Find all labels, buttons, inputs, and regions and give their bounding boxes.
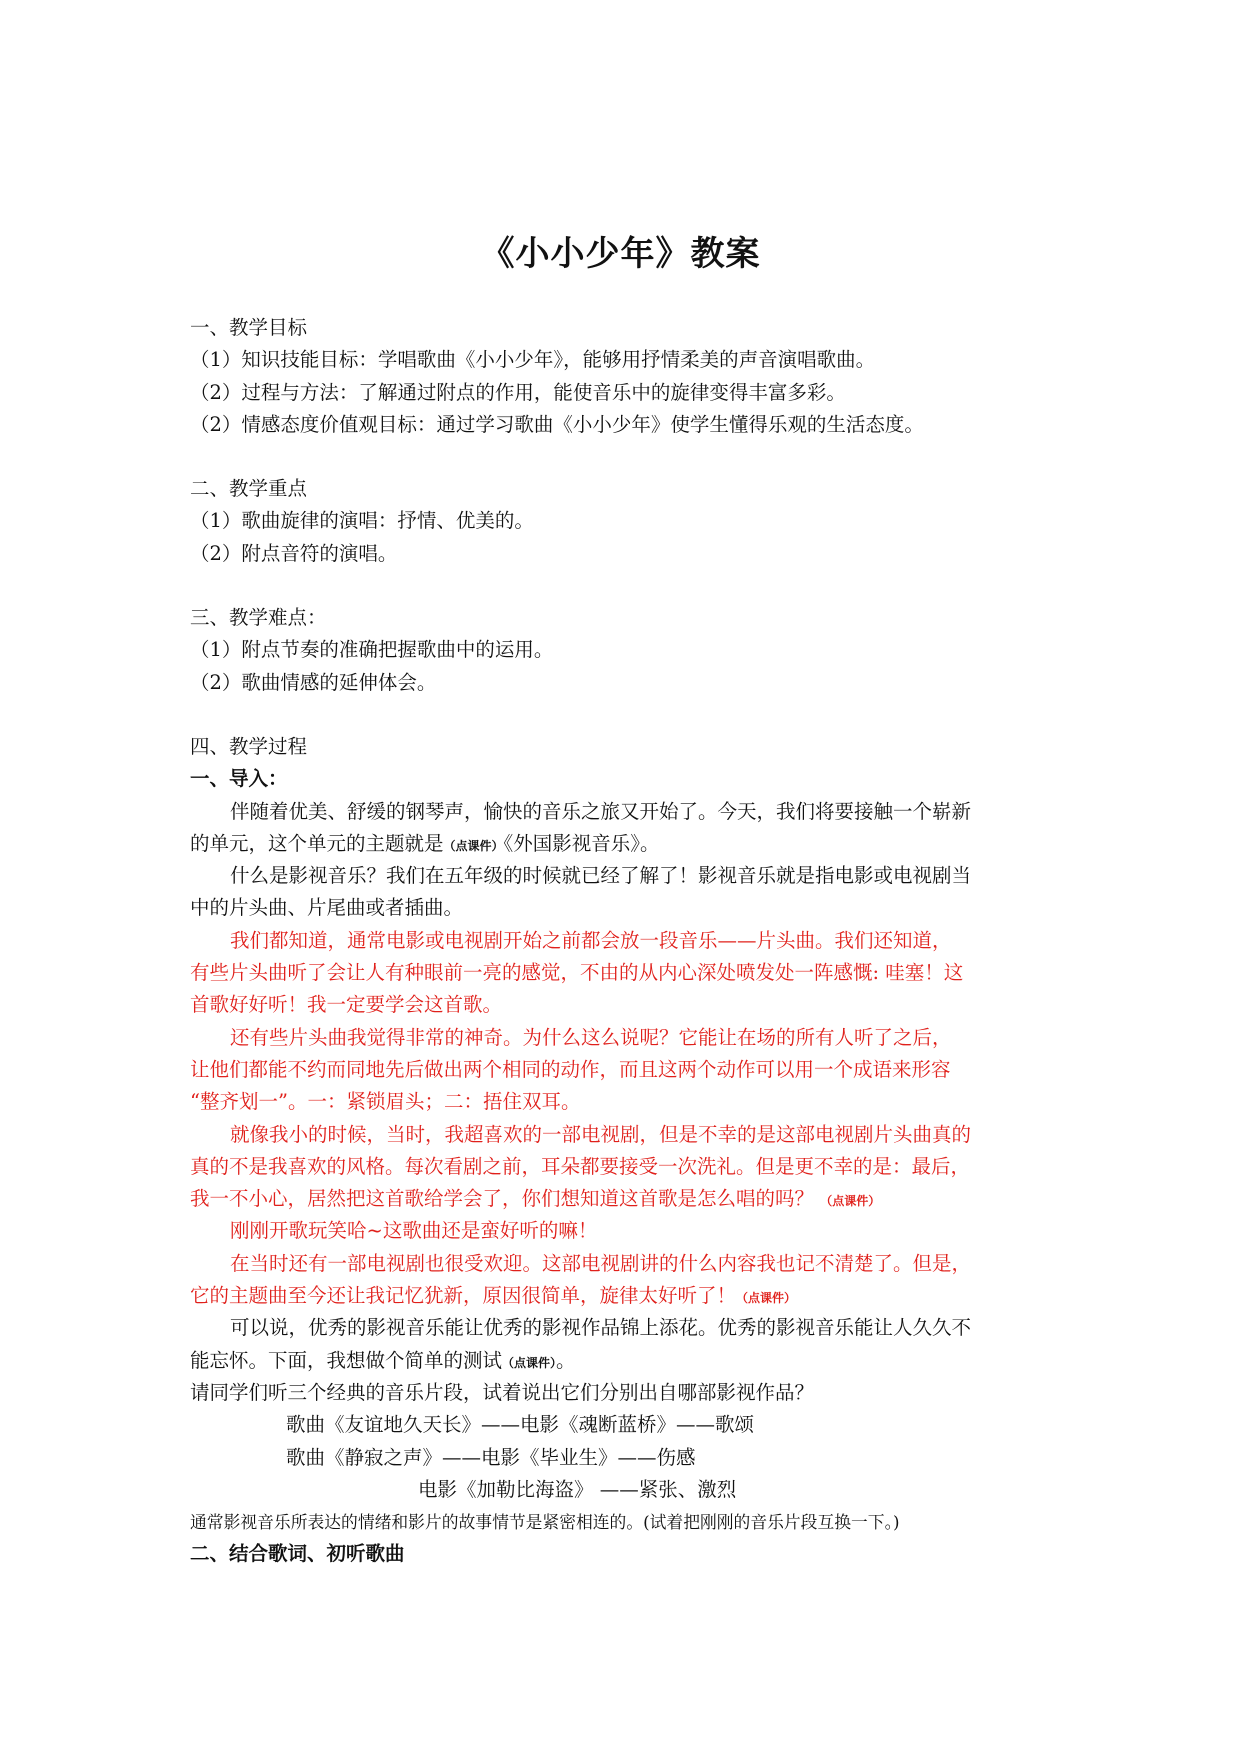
key-point-item: （2）附点音符的演唱。 (190, 541, 398, 565)
difficulty-item: （1）附点节奏的准确把握歌曲中的运用。 (190, 638, 554, 662)
red-paragraph-line: 我们都知道，通常电影或电视剧开始之前都会放一段音乐——片头曲。我们还知道， (230, 928, 952, 952)
subheading-listen: 二、结合歌词、初听歌曲 (190, 1542, 405, 1566)
section-heading-key-points: 二、教学重点 (190, 477, 308, 501)
quiz-item: 电影《加勒比海盗》 ——紧张、激烈 (418, 1477, 737, 1501)
courseware-note: （点课件） (502, 1355, 557, 1370)
document-title: 《小小少年》教案 (480, 234, 761, 274)
spacer (190, 441, 1070, 473)
red-paragraph-line: 真的不是我喜欢的风格。每次看剧之前，耳朵都要接受一次洗礼。但是更不幸的是：最后， (190, 1154, 971, 1178)
subheading-intro: 一、导入： (190, 767, 288, 791)
goal-item: （2）过程与方法：了解通过附点的作用，能使音乐中的旋律变得丰富多彩。 (190, 380, 846, 404)
red-paragraph-line: 它的主题曲至今还让我记忆犹新，原因很简单，旋律太好听了！（点课件） (190, 1284, 797, 1308)
spacer (190, 699, 1070, 731)
red-paragraph-line: 有些片头曲听了会让人有种眼前一亮的感觉，不由的从内心深处喷发处一阵感慨: 哇塞！这 (190, 961, 964, 985)
paragraph-line: 什么是影视音乐？我们在五年级的时候就已经了解了！影视音乐就是指电影或电视剧当 (230, 864, 972, 888)
key-point-item: （1）歌曲旋律的演唱：抒情、优美的。 (190, 509, 534, 533)
section-heading-difficulties: 三、教学难点： (190, 606, 327, 630)
quiz-item: 歌曲《静寂之声》——电影《毕业生》——伤感 (286, 1445, 696, 1469)
paragraph-line: 可以说，优秀的影视音乐能让优秀的影视作品锦上添花。优秀的影视音乐能让人久久不 (230, 1316, 972, 1340)
paragraph-line: 能忘怀。下面，我想做个简单的测试（点课件）。 (190, 1348, 576, 1372)
paragraph-line: 的单元，这个单元的主题就是（点课件）《外国影视音乐》。 (190, 831, 660, 855)
paragraph-line: 中的片头曲、片尾曲或者插曲。 (190, 896, 464, 920)
section-heading-process: 四、教学过程 (190, 734, 308, 758)
red-paragraph-line: 在当时还有一部电视剧也很受欢迎。这部电视剧讲的什么内容我也记不清楚了。但是， (230, 1251, 972, 1275)
courseware-note: （点课件） (443, 838, 504, 853)
red-paragraph-line: 让他们都能不约而同地先后做出两个相同的动作，而且这两个动作可以用一个成语来形容 (190, 1057, 951, 1081)
spacer (190, 570, 1070, 602)
quiz-item: 歌曲《友谊地久天长》——电影《魂断蓝桥》——歌颂 (286, 1413, 755, 1437)
paragraph-line: 请同学们听三个经典的音乐片段，试着说出它们分别出自哪部影视作品？ (190, 1380, 815, 1404)
paragraph-line: 通常影视音乐所表达的情绪和影片的故事情节是紧密相连的。(试着把刚刚的音乐片段互换一下。) (190, 1512, 900, 1533)
red-paragraph-line: “整齐划一”。一：紧锁眉头；二：捂住双耳。 (190, 1090, 581, 1114)
courseware-note: （点课件） (736, 1291, 797, 1306)
document-body (190, 312, 1070, 1571)
red-paragraph-line: 刚刚开歌玩笑哈~这歌曲还是蛮好听的嘛！ (230, 1219, 598, 1243)
difficulty-item: （2）歌曲情感的延伸体会。 (190, 670, 437, 694)
goal-item: （1）知识技能目标：学唱歌曲《小小少年》，能够用抒情柔美的声音演唱歌曲。 (190, 348, 876, 372)
red-paragraph-line: 我一不小心，居然把这首歌给学会了，你们想知道这首歌是怎么唱的吗？ （点课件） (190, 1187, 881, 1211)
red-paragraph-line: 还有些片头曲我觉得非常的神奇。为什么这么说呢？它能让在场的所有人听了之后， (230, 1025, 952, 1049)
red-paragraph-line: 就像我小的时候，当时，我超喜欢的一部电视剧，但是不幸的是这部电视剧片头曲真的 (230, 1122, 972, 1146)
courseware-note: （点课件） (820, 1194, 881, 1209)
section-heading-goals: 一、教学目标 (190, 316, 308, 339)
goal-item: （2）情感态度价值观目标：通过学习歌曲《小小少年》使学生懂得乐观的生活态度。 (190, 412, 924, 436)
paragraph-line: 伴随着优美、舒缓的钢琴声，愉快的音乐之旅又开始了。今天，我们将要接触一个崭新 (230, 799, 972, 823)
red-paragraph-line: 首歌好好听！我一定要学会这首歌。 (190, 993, 503, 1017)
